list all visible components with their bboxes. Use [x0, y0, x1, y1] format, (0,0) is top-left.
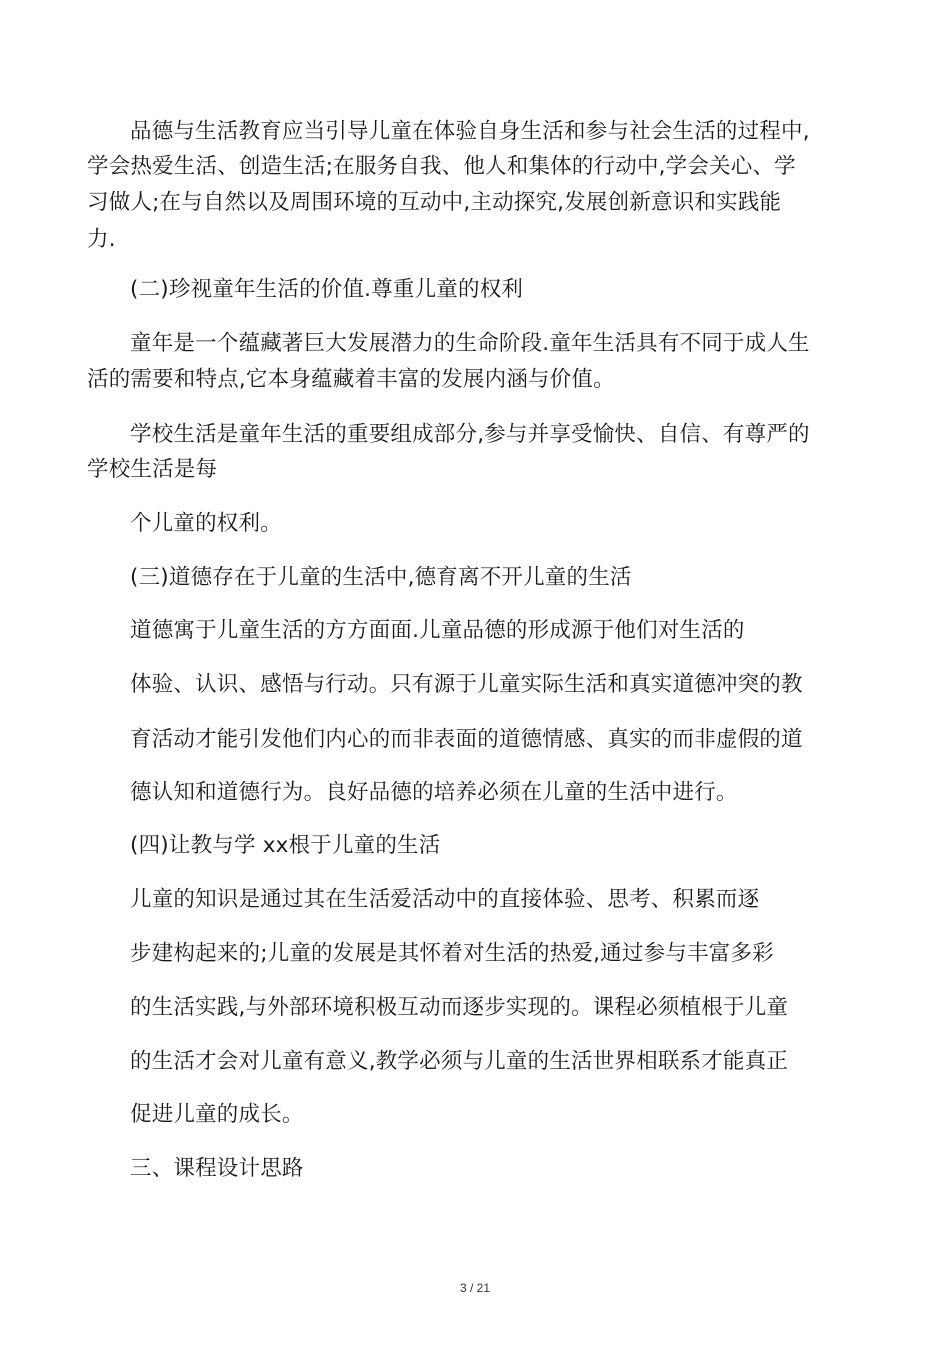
body-text-line: 活的需要和特点,它本身蕴藏着丰富的发展内涵与价值。 [87, 367, 615, 392]
section-heading: (二)珍视童年生活的价值.尊重儿童的权利 [130, 277, 524, 302]
body-text-line: 个儿童的权利。 [130, 511, 282, 536]
body-text-line: 步建构起来的;儿童的发展是其怀着对生活的热爱,通过参与丰富多彩 [130, 941, 774, 966]
body-text-line: 习做人;在与自然以及周围环境的互动中,主动探究,发展创新意识和实践能 [87, 190, 782, 215]
body-text-line: 的生活实践,与外部环境积极互动而逐步实现的。课程必须植根于儿童 [130, 995, 789, 1020]
page-number: 3 / 21 [459, 1281, 491, 1295]
section-heading: (四)让教与学 xx根于儿童的生活 [130, 833, 441, 858]
section-heading: (三)道德存在于儿童的生活中,德育离不开儿童的生活 [130, 565, 632, 590]
body-text-line: 的生活才会对儿童有意义,教学必须与儿童的生活世界相联系才能真正 [130, 1049, 789, 1074]
body-text-line: 儿童的知识是通过其在生活爱活动中的直接体验、思考、积累而逐 [130, 887, 760, 912]
body-text-line: 学会热爱生活、创造生活;在服务自我、他人和集体的行动中,学会关心、学 [87, 154, 796, 179]
body-text-line: 童年是一个蕴藏著巨大发展潜力的生命阶段.童年生活具有不同于成人生 [130, 331, 810, 356]
body-text-line: 道德寓于儿童生活的方方面面.儿童品德的形成源于他们对生活的 [130, 618, 745, 643]
section-heading: 三、课程设计思路 [130, 1156, 304, 1181]
body-text-line: 力. [87, 227, 116, 252]
body-text-line: 德认知和道德行为。良好品德的培养必须在儿童的生活中进行。 [130, 780, 738, 805]
body-text-line: 学校生活是童年生活的重要组成部分,参与并享受愉快、自信、有尊严的 [130, 422, 810, 447]
body-text-line: 学校生活是每 [87, 457, 218, 482]
body-text-line: 育活动才能引发他们内心的而非表面的道德情感、真实的而非虚假的道 [130, 727, 803, 752]
body-text-line: 品德与生活教育应当引导儿童在体验自身生活和参与社会生活的过程中, [130, 119, 810, 144]
body-text-line: 体验、认识、感悟与行动。只有源于儿童实际生活和真实道德冲突的教 [130, 672, 803, 697]
body-text-line: 促进儿童的成长。 [130, 1102, 304, 1127]
